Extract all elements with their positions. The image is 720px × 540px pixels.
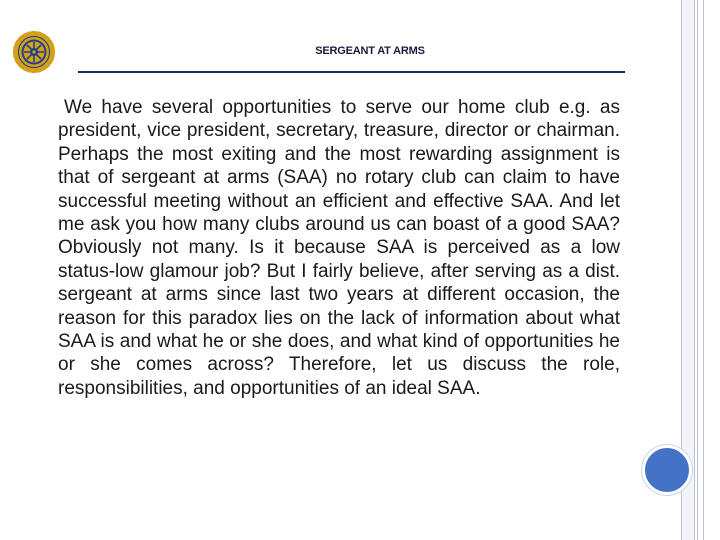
page-title: SERGEANT AT ARMS bbox=[315, 45, 425, 57]
body-text: We have several opportunities to serve our home club e.g. as president, vice president, secretary, treasure, director or chairman. Perhaps the most exiting and the most rewarding assignment is that of sergeant at arms (SAA) no rotary club can claim to have successful meeting without an efficient and effective SAA. And let me ask you how many clubs around us can boast of a good SAA? Obviously not many. Is it because SAA is perceived as a low status-low glamour job? But I fairly believe, after serving as a dist. sergeant at arms since last two years at different occasion, the reason for this paradox lies on the lack of information about what SAA is and what he or she does, and what kind of opportunities he or she comes across? Therefore, let us discuss the role, responsibilities, and opportunities of an ideal SAA. bbox=[58, 97, 620, 399]
rotary-wheel-icon bbox=[12, 30, 56, 74]
blue-circle-decoration bbox=[642, 445, 692, 495]
title-divider bbox=[78, 71, 625, 73]
body-paragraph bbox=[58, 96, 620, 400]
right-decorative-band-outer bbox=[697, 0, 704, 540]
